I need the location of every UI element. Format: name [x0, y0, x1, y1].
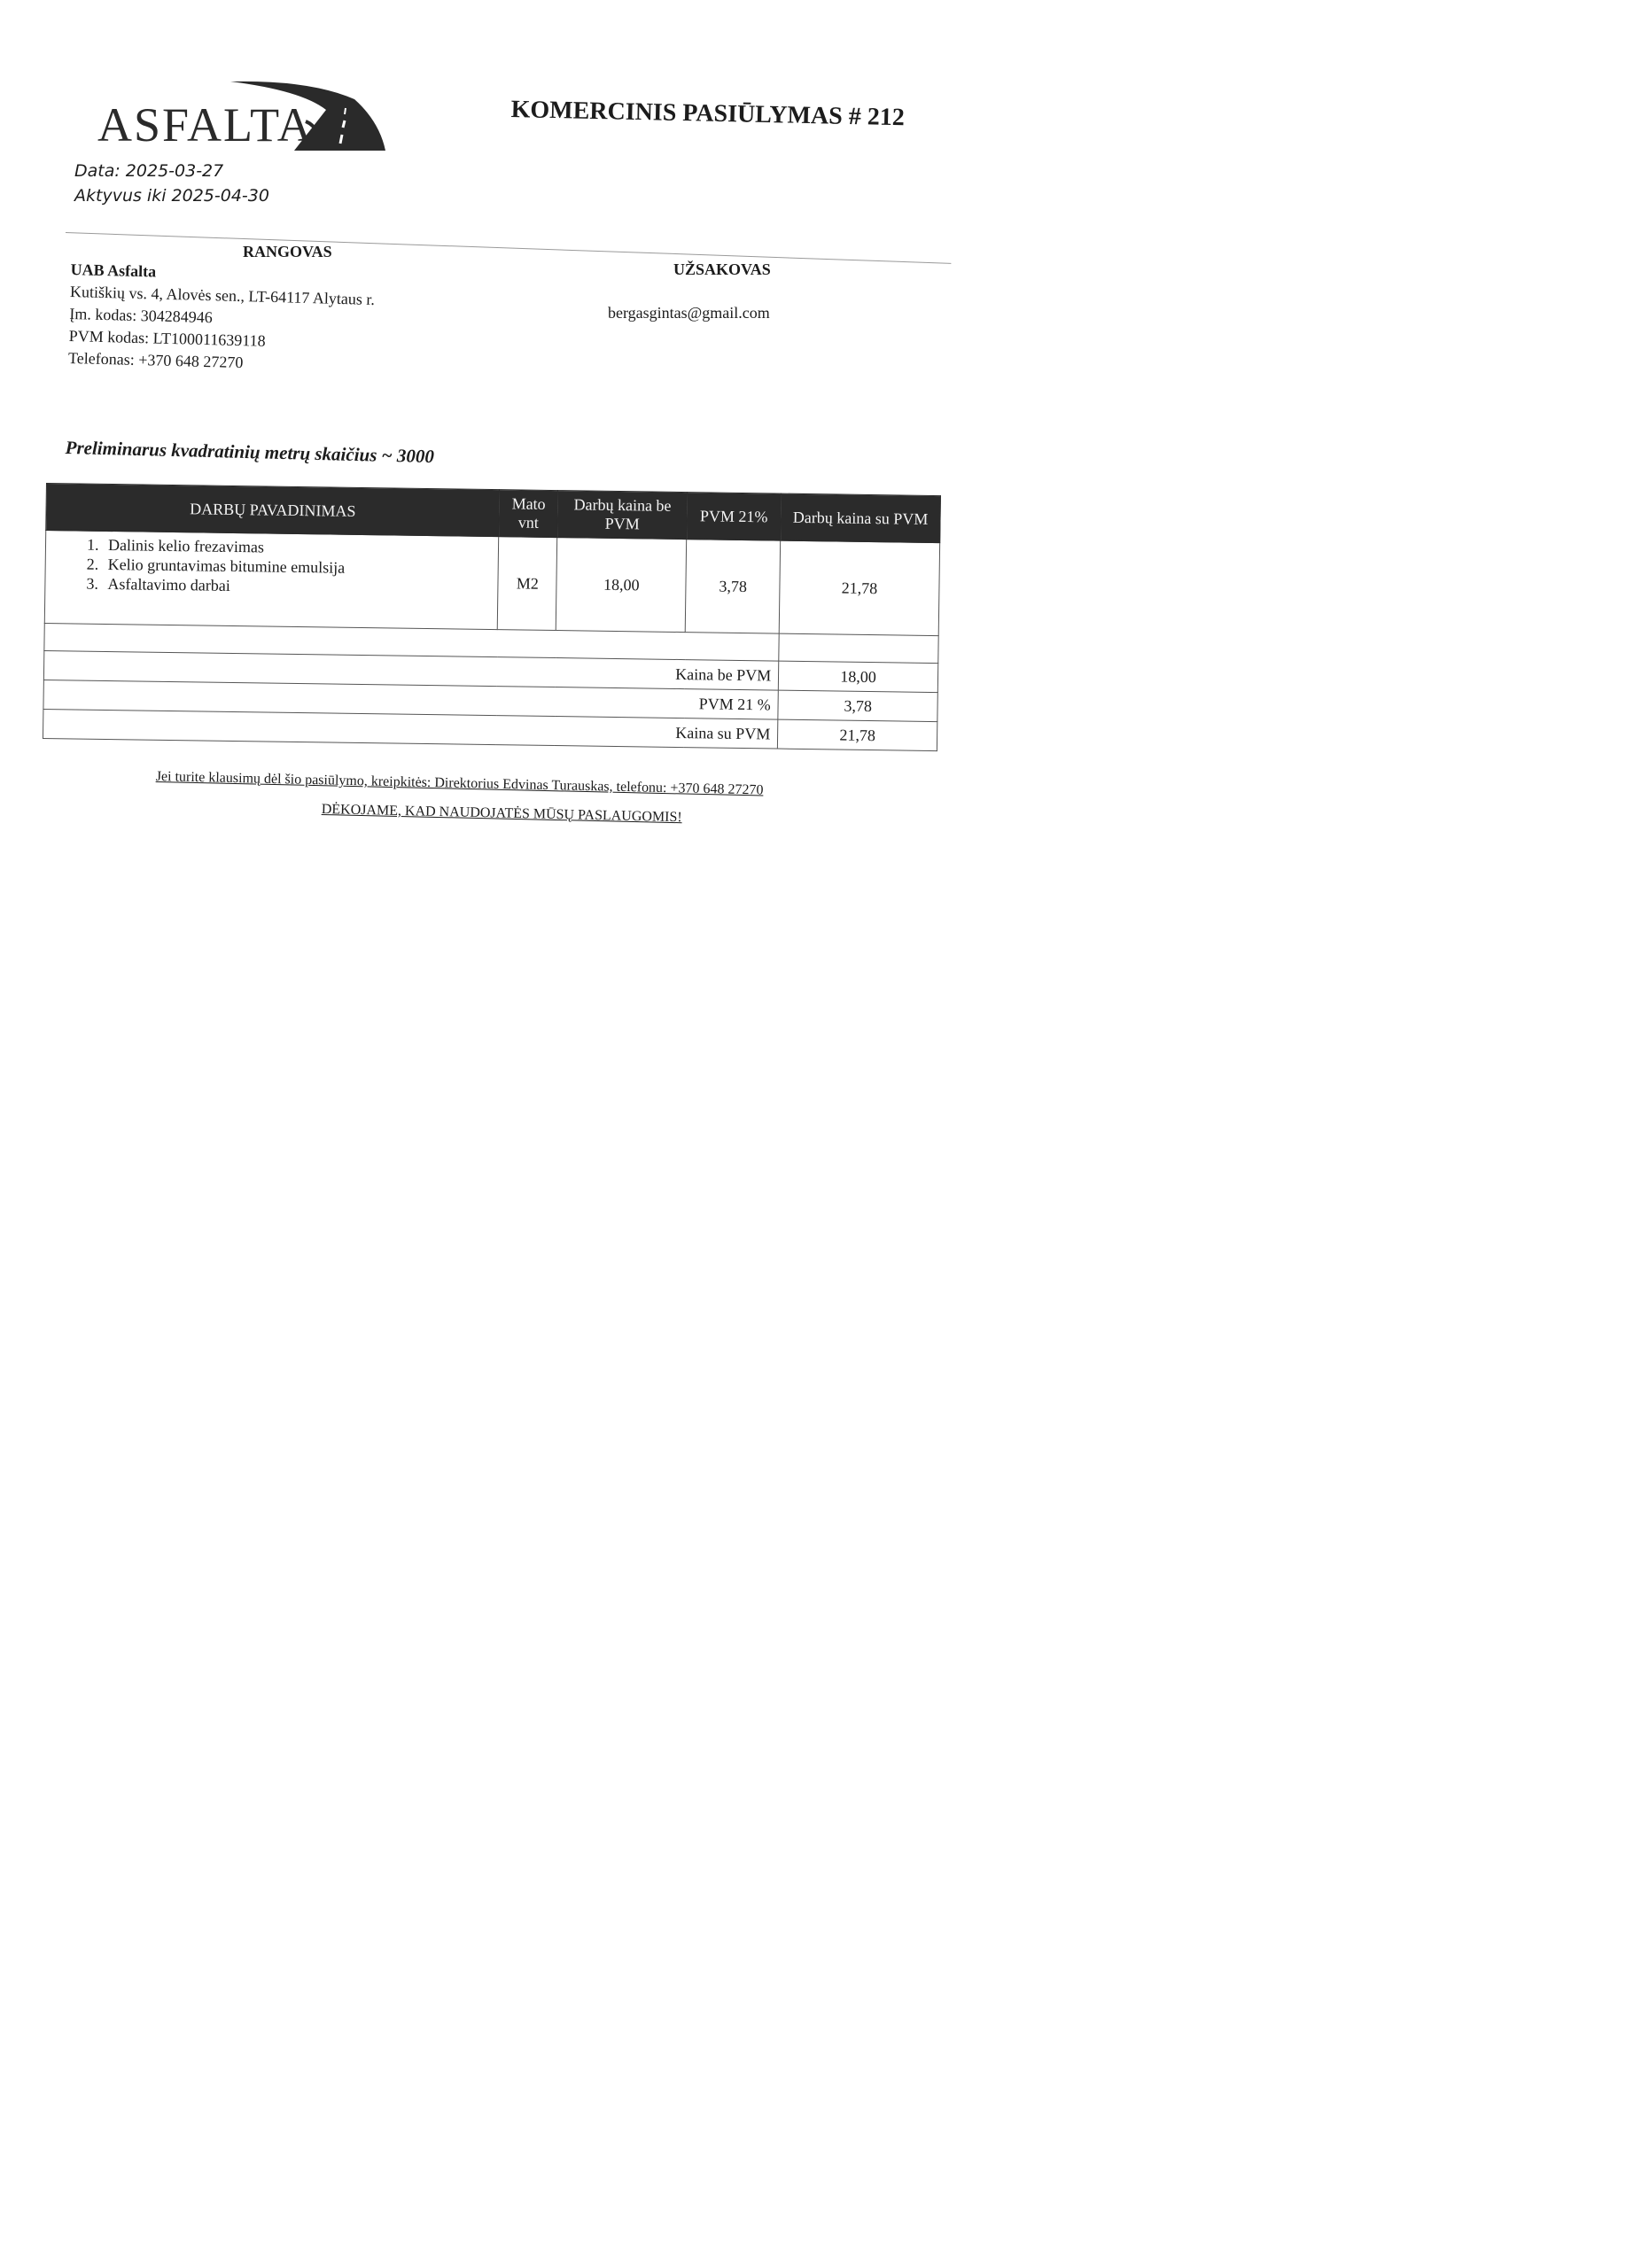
total-label: Kaina be PVM [43, 650, 779, 690]
contractor-company-code: Įm. kodas: 304284946 [69, 304, 214, 327]
total-value: 3,78 [778, 690, 937, 722]
contractor-name: UAB Asfalta [70, 260, 157, 281]
header-price-inc-vat: Darbų kaina su PVM [781, 493, 941, 543]
total-label: PVM 21 % [43, 680, 779, 719]
logo-text: ASFALTA [97, 98, 314, 151]
contractor-details [68, 259, 443, 379]
contractor-phone: Telefonas: +370 648 27270 [67, 348, 244, 372]
divider [66, 232, 951, 264]
total-value: 21,78 [778, 719, 937, 751]
area-estimate-note: Preliminarus kvadratinių metrų skaičius ~ 3000 [65, 437, 435, 468]
works-cell [44, 531, 499, 630]
header-price-ex-vat: Darbų kaina be PVM [557, 491, 688, 540]
company-logo [89, 73, 390, 157]
total-label: Kaina su PVM [43, 709, 778, 749]
quote-table [43, 483, 941, 751]
header-vat: PVM 21% [687, 493, 782, 540]
quote-table-wrapper [43, 483, 941, 744]
list-item: 2. Kelio gruntavimas bitumine emulsija [103, 555, 492, 579]
contractor-vat-code: PVM kodas: LT100011639118 [68, 326, 266, 350]
document-title: KOMERCINIS PASIŪLYMAS # 212 [510, 96, 906, 132]
table-row [44, 531, 939, 636]
price-inc-vat-cell: 21,78 [779, 540, 939, 636]
works-list [52, 534, 491, 599]
unit-cell: M2 [498, 537, 557, 631]
contractor-address: Kutiškių vs. 4, Alovės sen., LT-64117 Alytaus r. [69, 282, 376, 308]
header-works: DARBŲ PAVADINIMAS [46, 484, 500, 537]
price-ex-vat-cell: 18,00 [556, 538, 687, 633]
list-item: 1. Dalinis kelio frezavimas [103, 535, 492, 560]
contractor-heading: RANGOVAS [243, 243, 332, 260]
header-unit: Mato vnt [499, 490, 558, 538]
thank-you-note: DĖKOJAME, KAD NAUDOJATĖS MŪSŲ PASLAUGOMIS! [321, 802, 682, 826]
contact-note: Jei turite klausimų dėl šio pasiūlymo, kreipkitės: Direktorius Edvinas Turauskas, telefonu: +370 648 27270 [155, 769, 764, 798]
vat-cell: 3,78 [685, 540, 780, 633]
client-email: bergasgintas@gmail.com [608, 304, 770, 322]
offer-date: Data: 2025-03-27 [74, 161, 224, 181]
client-heading: UŽSAKOVAS [673, 260, 771, 278]
valid-until-date: Aktyvus iki 2025-04-30 [74, 186, 269, 206]
list-item: 3. Asfaltavimo darbai [102, 574, 491, 599]
total-value: 18,00 [778, 661, 937, 693]
